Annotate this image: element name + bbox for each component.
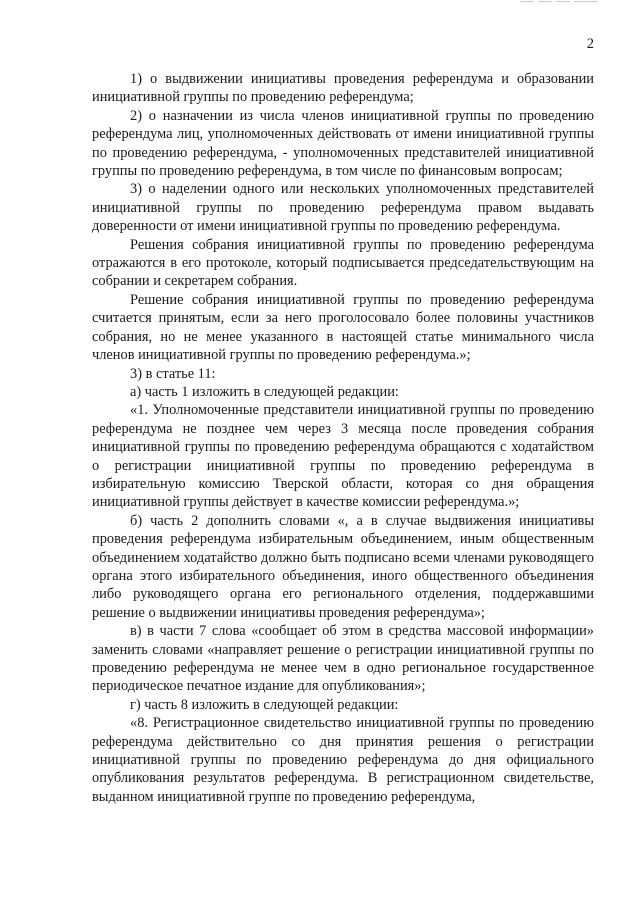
- paragraph-protocol: Решения собрания инициативной группы по проведению референдума отражаются в его протоколе, который подписывается председательствующим на собрании и секретарем собрания.: [92, 236, 594, 290]
- paragraph-subitem-g: г) часть 8 изложить в следующей редакции:: [130, 696, 399, 713]
- paragraph-article-11: 3) в статье 11:: [130, 365, 216, 382]
- paragraph-decision: Решение собрания инициативной группы по проведению референдума считается принятым, если за него проголосовало более половины участников собрания, но не менее указанного в настоящей статье минимального числа членов инициативной группы по проведению референдума.»;: [92, 291, 594, 364]
- page-number: 2: [586, 36, 594, 52]
- paragraph-subitem-b: б) часть 2 дополнить словами «, а в случае выдвижения инициативы проведения референдума избирательным объединением, иным общественным объединением ходатайство должно быть подписано всеми членами руководящего органа этого избирательного объединения, иного общественного объединения либо руководящего органа его регионального отделения, поддержавшими решение о выдвижении инициативы проведения референдума»;: [92, 512, 594, 621]
- paragraph-item-3: 3) о наделении одного или нескольких уполномоченных представителей инициативной группы по проведению референдума правом выдавать доверенности от имени инициативной группы по проведению референдума.: [92, 181, 594, 235]
- paragraph-item-1: 1) о выдвижении инициативы проведения референдума и образовании инициативной группы по проведению референдума;: [92, 71, 594, 106]
- paragraph-subitem-v: в) в части 7 слова «сообщает об этом в средства массовой информации» заменить словами «направляет решение о регистрации инициативной группы по проведению референдума не менее чем в одно региональное государственное периодическое печатное издание для опубликования»;: [92, 623, 594, 695]
- paragraph-part-8-text: «8. Регистрационное свидетельство инициативной группы по проведению референдума действительно со дня принятия решения о регистрации инициативной группы по проведению референдума до дня официального опубликования результатов референдума. В регистрационном свидетельстве, выданном инициативной группе по проведению референдума,: [92, 715, 594, 805]
- paragraph-subitem-a: а) часть 1 изложить в следующей редакции:: [130, 383, 399, 400]
- scan-top-marks: [520, 0, 600, 4]
- document-body: [92, 70, 594, 806]
- paragraph-part-1-text: «1. Уполномоченные представители инициативной группы по проведению референдума не позднее чем через 3 месяца после проведения собрания инициативной группы по проведению референдума обращаются с ходатайством о регистрации инициативной группы по проведению референдума в избирательную комиссию Тверской области, которая со дня обращения инициативной группы действует в качестве комиссии референдума.»;: [92, 402, 594, 511]
- paragraph-item-2: 2) о назначении из числа членов инициативной группы по проведению референдума лиц, уполномоченных действовать от имени инициативной группы по проведению референдума, - уполномоченных представителей инициативной группы по проведению референдума, в том числе по финансовым вопросам;: [92, 107, 594, 180]
